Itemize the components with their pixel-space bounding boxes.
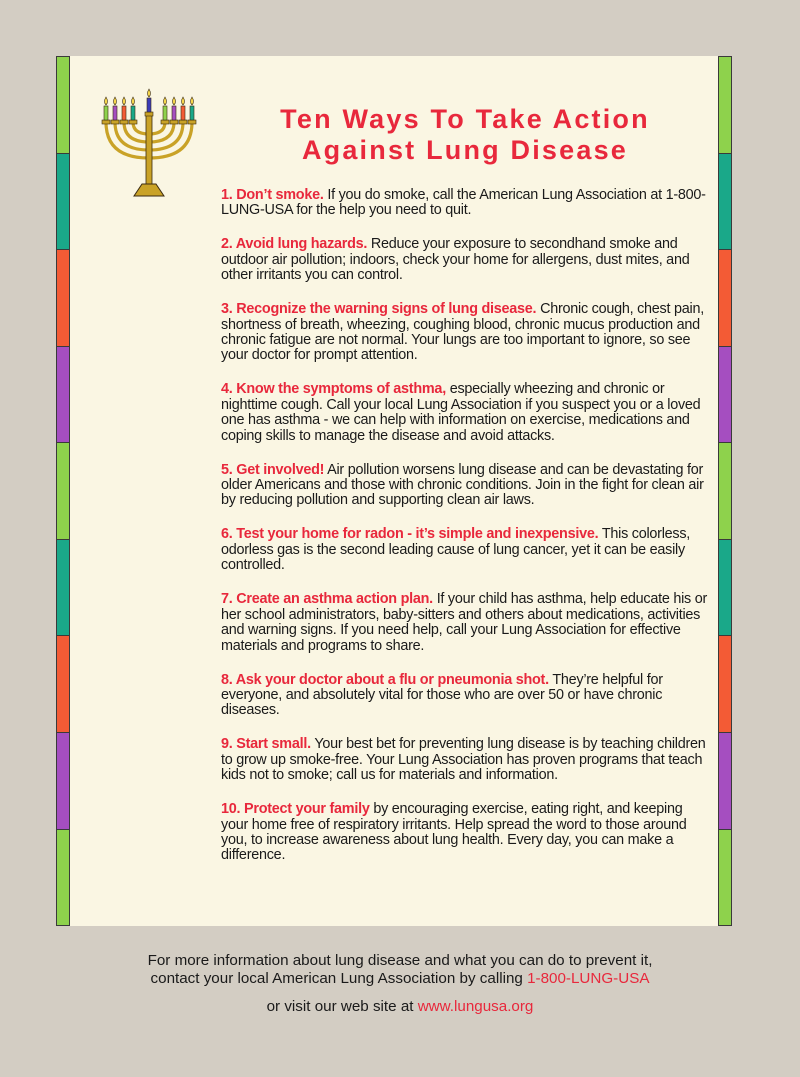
item-heading: 1. Don’t smoke. (221, 187, 324, 203)
stripe-segment (56, 829, 70, 927)
list-item (221, 302, 709, 364)
stripe-segment (718, 56, 732, 153)
footer (60, 952, 740, 1016)
list-item (221, 382, 709, 444)
item-body: They’re helpful for everyone, and absolutely vital for those who are over 50 or have chronic diseases. (221, 671, 663, 719)
list-item (221, 527, 709, 573)
stripe-segment (718, 153, 732, 250)
stripe-segment (718, 249, 732, 346)
item-body: Reduce your exposure to secondhand smoke and outdoor air pollution; indoors, check your home for allergens, dust mites, and other irritants you can control. (221, 236, 690, 284)
item-body: This colorless, odorless gas is the second leading cause of lung cancer, yet it can be easily controlled. (221, 526, 691, 574)
list-item (221, 673, 709, 719)
item-body: especially wheezing and chronic or nighttime cough. Call your local Lung Association if you suspect you or a loved one has asthma - we can help with information on exercise, medications and coping skills to manage the disease and avoid attacks. (221, 381, 701, 444)
stripe-segment (56, 249, 70, 346)
stripe-segment (56, 539, 70, 636)
right-color-stripe (718, 56, 732, 926)
item-heading: 8. Ask your doctor about a flu or pneumonia shot. (221, 671, 549, 688)
footer-contact-text: contact your local American Lung Association by calling (150, 970, 523, 987)
list-item (221, 737, 709, 783)
stripe-segment (56, 635, 70, 732)
stripe-segment (718, 346, 732, 443)
stripe-segment (718, 829, 732, 927)
footer-website-link[interactable]: www.lungusa.org (417, 998, 534, 1015)
item-heading: 4. Know the symptoms of asthma, (221, 381, 446, 398)
item-heading: 5. Get involved! (221, 461, 325, 478)
list-item (221, 802, 709, 864)
list-item (221, 463, 709, 509)
footer-line-3 (60, 998, 740, 1016)
stripe-segment (718, 635, 732, 732)
page-title (232, 104, 698, 166)
left-color-stripe (56, 56, 70, 926)
item-body: Air pollution worsens lung disease and can be devastating for older Americans and those with chronic conditions. Join in the fight for clean air by reducing pollution and supporting clean air laws. (221, 461, 704, 509)
stripe-segment (718, 442, 732, 539)
footer-phone: 1-800-LUNG-USA (527, 970, 650, 987)
item-body: by encouraging exercise, eating right, and keeping your home free of respiratory irritants. Help spread the word to those around you, to increase awareness about lung health. Every day, you can make a difference. (221, 801, 687, 864)
footer-line-1: For more information about lung disease and what you can do to prevent it, (147, 952, 653, 969)
footer-visit-text: or visit our web site at (266, 998, 414, 1015)
footer-line-2 (60, 970, 740, 988)
item-heading: 6. Test your home for radon - it’s simple and inexpensive. (221, 526, 599, 543)
list-item (221, 237, 709, 283)
item-body: If you do smoke, call the American Lung Association at 1-800-LUNG-USA for the help you need to quit. (221, 187, 706, 219)
item-body: Your best bet for preventing lung disease is by teaching children to grow up smoke-free. Your Lung Association has proven programs that teach kids not to smoke; call us for materials and information. (221, 736, 706, 784)
menorah-icon (92, 84, 212, 204)
item-heading: 3. Recognize the warning signs of lung disease. (221, 301, 537, 318)
stripe-segment (718, 732, 732, 829)
item-body: If your child has asthma, help educate his or her school administrators, baby-sitters and others about medications, activities and warning signs. If you need help, call your Lung Association for effective materials and programs to share. (221, 591, 708, 654)
title-line-1: Ten Ways To Take Action (280, 104, 650, 134)
item-heading: 9. Start small. (221, 736, 311, 753)
action-list (221, 188, 709, 882)
stripe-segment (56, 346, 70, 443)
list-item (221, 592, 709, 654)
list-item (221, 188, 709, 219)
stripe-segment (718, 539, 732, 636)
stripe-segment (56, 153, 70, 250)
title-line-2: Against Lung Disease (301, 135, 629, 165)
item-body: Chronic cough, chest pain, shortness of breath, wheezing, coughing blood, chronic mucus production and chronic fatigue are not normal. Your lungs are too important to ignore, so see your doctor for prompt attention. (221, 301, 704, 364)
stripe-segment (56, 56, 70, 153)
stripe-segment (56, 732, 70, 829)
item-heading: 7. Create an asthma action plan. (221, 591, 433, 608)
item-heading: 10. Protect your family (221, 801, 370, 818)
item-heading: 2. Avoid lung hazards. (221, 236, 368, 253)
stripe-segment (56, 442, 70, 539)
